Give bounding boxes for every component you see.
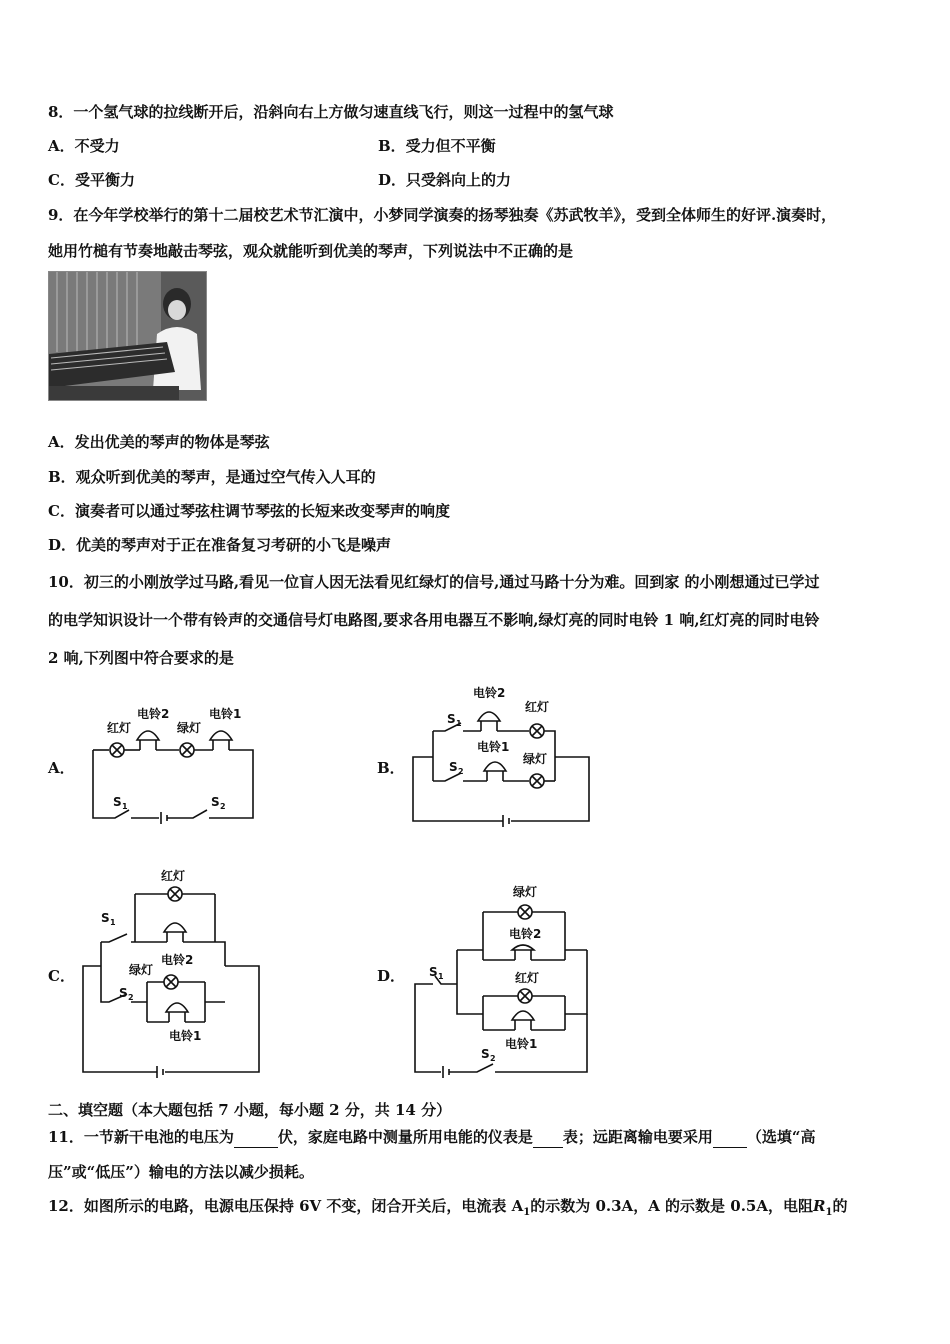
label-green-light: 绿灯: [129, 963, 154, 977]
q9-stem-line2: 她用竹槌有节奏地敲击琴弦，观众就能听到优美的琴声，下列说法中不正确的是: [48, 242, 574, 260]
q9-option-d: D．优美的琴声对于正在准备复习考研的小飞是噪声: [48, 536, 392, 554]
q11-line2: 压”或“低压”）输电的方法以减少损耗。: [48, 1163, 314, 1181]
q11-blank-voltage-type[interactable]: [713, 1127, 747, 1148]
q10-option-d-label: D．: [377, 967, 406, 985]
label-bell2: 电铃2: [161, 953, 194, 967]
label-red-light: 红灯: [525, 700, 550, 714]
q12-r-symbol: R: [813, 1197, 826, 1215]
label-bell2: 电铃2: [473, 686, 506, 700]
q10-option-a-label: A．: [48, 759, 75, 777]
q8-option-c: C．受平衡力: [48, 171, 135, 189]
q10-stem-line1: 10．初三的小刚放学过马路,看见一位盲人因无法看见红绿灯的信号,通过马路十分为难。回到家 的小刚想通过已学过: [48, 573, 820, 591]
q12-part3: 的: [832, 1197, 848, 1215]
q10-stem-line3: 2 响,下列图中符合要求的是: [48, 649, 234, 667]
q10-option-b-label: B．: [377, 759, 405, 777]
label-bell1: 电铃1: [505, 1037, 538, 1051]
svg-text:1: 1: [110, 918, 116, 927]
q9-option-b: B．观众听到优美的琴声，是通过空气传入人耳的: [48, 468, 376, 486]
svg-text:2: 2: [458, 767, 464, 776]
q11-blank-voltage[interactable]: [234, 1127, 278, 1148]
svg-text:S: S: [119, 986, 128, 1000]
label-s1-a: S: [113, 795, 122, 809]
svg-text:2: 2: [220, 802, 226, 811]
bell1-icon: [210, 731, 232, 750]
circuit-diagram-a: [85, 700, 265, 830]
yangqin-performance-photo: [48, 271, 207, 401]
q12-line1: [48, 1196, 847, 1223]
svg-text:1: 1: [456, 719, 462, 728]
q8-option-d: D．只受斜向上的力: [378, 171, 512, 189]
q8-option-b: B．受力但不平衡: [378, 137, 496, 155]
q11-part4: （选填“高: [746, 1128, 816, 1146]
bell2-icon: [137, 731, 159, 750]
label-bell2: 电铃2: [137, 707, 170, 721]
label-red-light: 红灯: [161, 869, 186, 883]
label-bell2: 电铃2: [509, 927, 542, 941]
label-bell1: 电铃1: [209, 707, 242, 721]
q10-stem-line2: 的电学知识设计一个带有铃声的交通信号灯电路图,要求各用电器互不影响,绿灯亮的同时电铃 1 响,红灯亮的同时电铃: [48, 611, 820, 629]
circuit-diagram-c: [75, 862, 275, 1084]
label-bell1: 电铃1: [477, 740, 510, 754]
label-green-light: 绿灯: [523, 752, 548, 766]
svg-text:1: 1: [122, 802, 128, 811]
label-red-light: 红灯: [515, 971, 540, 985]
svg-text:1: 1: [438, 972, 444, 981]
q12-part1: 12．如图所示的电路，电源电压保持 6V 不变，闭合开关后，电流表 A: [48, 1197, 524, 1215]
q11-part3: 表；远距离输电要采用: [562, 1128, 713, 1146]
q11-line1: [48, 1127, 816, 1148]
q11-blank-meter[interactable]: [533, 1127, 563, 1148]
q8-stem: 8．一个氢气球的拉线断开后，沿斜向右上方做匀速直线飞行，则这一过程中的氢气球: [48, 103, 614, 121]
label-green-light: 绿灯: [513, 885, 538, 899]
q9-option-a: A．发出优美的琴声的物体是琴弦: [48, 433, 270, 451]
label-green-light: 绿灯: [177, 721, 202, 735]
q9-stem-line1: 9．在今年学校举行的第十二届校艺术节汇演中，小梦同学演奏的扬琴独奏《苏武牧羊》，受到全体师生的好评.演奏时，: [48, 206, 837, 224]
q12-sub2: 1: [825, 1207, 833, 1218]
q12-sub1: 1: [523, 1207, 531, 1218]
svg-text:S: S: [429, 965, 438, 979]
circuit-diagram-b: [405, 683, 605, 828]
svg-text:S: S: [101, 911, 110, 925]
svg-text:2: 2: [490, 1054, 496, 1063]
q11-part2: 伏，家庭电路中测量所用电能的仪表是: [277, 1128, 533, 1146]
svg-text:S: S: [449, 760, 458, 774]
q9-option-c: C．演奏者可以通过琴弦柱调节琴弦的长短来改变琴声的响度: [48, 502, 450, 520]
q11-part1: 11．一节新干电池的电压为: [48, 1128, 234, 1146]
label-s2-a: S: [211, 795, 220, 809]
svg-text:S: S: [447, 712, 456, 726]
label-red-light: 红灯: [107, 721, 132, 735]
label-bell1: 电铃1: [169, 1029, 202, 1043]
circuit-diagram-d: [405, 880, 605, 1085]
svg-text:2: 2: [128, 993, 134, 1002]
section2-heading: 二、填空题（本大题包括 7 小题，每小题 2 分，共 14 分）: [48, 1101, 452, 1119]
q10-option-c-label: C．: [48, 967, 75, 985]
photo-illustration: [49, 272, 206, 400]
q12-part2: 的示数为 0.3A，A 的示数是 0.5A，电阻: [530, 1197, 814, 1215]
q8-option-a: A．不受力: [48, 137, 120, 155]
svg-text:S: S: [481, 1047, 490, 1061]
